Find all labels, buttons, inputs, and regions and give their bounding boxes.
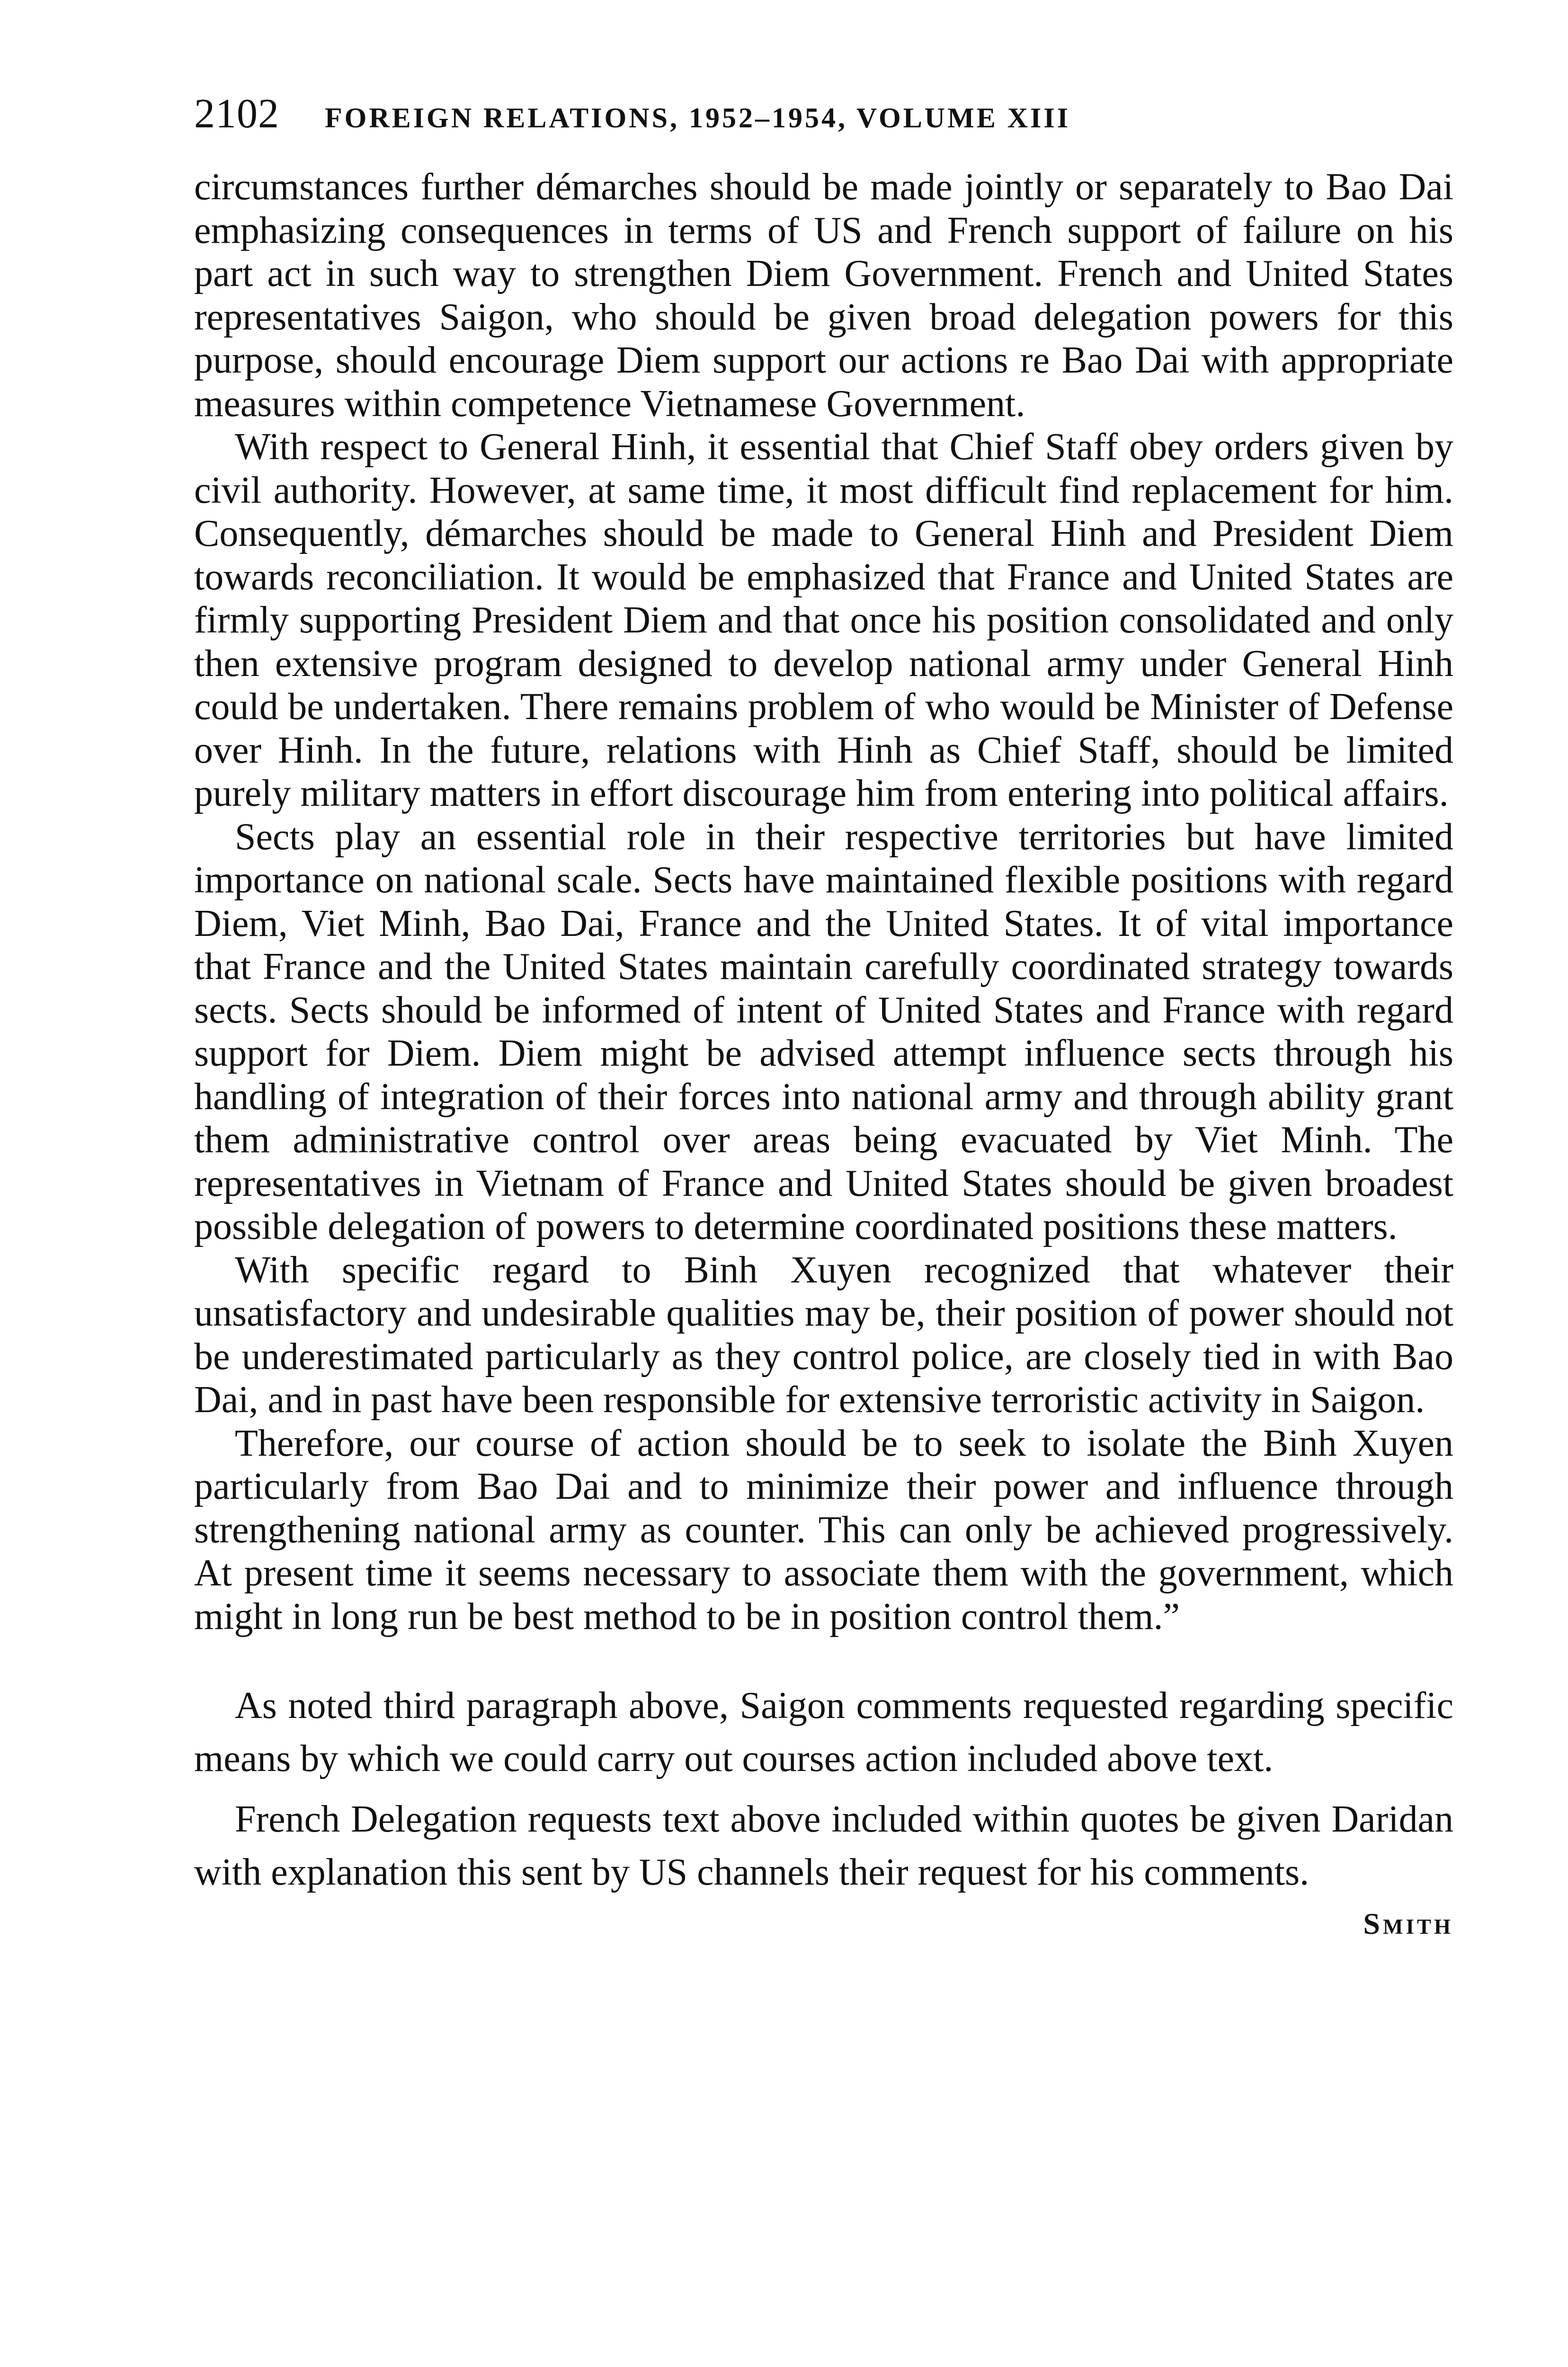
paragraph-saigon-comments: As noted third paragraph above, Saigon comments requested regarding specific means by which we could carry out courses action included above text. — [194, 1685, 1453, 1780]
running-head: FOREIGN RELATIONS, 1952–1954, VOLUME XIII — [325, 102, 1071, 133]
paragraph-sects: Sects play an essential role in their respective territories but have limited importance on national scale. Sects have maintained flexible positions with regard Diem, Viet Minh, Bao Dai, France and the United States. It of vital importance that France and the United States maintain carefully coordinated strategy towards sects. Sects should be informed of intent of United States and France with regard support for Diem. Diem might be advised attempt influence sects through his handling of integration of their forces into national army and through ability grant them administrative control over areas being evacuated by Viet Minh. The representatives in Vietnam of France and United States should be given broadest possible delegation of powers to determine coordinated positions these matters. — [194, 816, 1453, 1247]
paragraph-general-hinh: With respect to General Hinh, it essential that Chief Staff obey orders given by civil authority. However, at same time, it most difficult find replacement for him. Consequently, démarches should be made to General Hinh and President Diem towards reconciliation. It would be emphasized that France and United States are firmly supporting President Diem and that once his position consolidated and only then extensive program designed to develop national army under General Hinh could be undertaken. There remains problem of who would be Minister of Defense over Hinh. In the future, relations with Hinh as Chief Staff, should be limited purely military matters in effort discourage him from entering into political affairs. — [194, 426, 1453, 814]
paragraph-binh-xuyen: With specific regard to Binh Xuyen recognized that whatever their unsatisfactory and undesirable qualities may be, their position of power should not be underestimated particularly as they control police, are closely tied in with Bao Dai, and in past have been responsible for extensive terroristic activity in Saigon. — [194, 1249, 1453, 1421]
document-page — [194, 90, 1453, 2367]
paragraph-french-delegation: French Delegation requests text above included within quotes be given Daridan with explanation this sent by US channels their request for his comments. — [194, 1798, 1453, 1893]
paragraph-course-of-action: Therefore, our course of action should be to seek to isolate the Binh Xuyen particularly from Bao Dai and to minimize their power and influence through strengthening national army as counter. This can only be achieved progressively. At present time it seems necessary to associate them with the government, which might in long run be best method to be in position control them.” — [194, 1422, 1453, 1637]
page-number: 2102 — [194, 91, 279, 137]
signature: Smith — [1363, 1907, 1453, 1940]
quoted-telegram-text — [194, 166, 1453, 1638]
closing-text — [194, 1679, 1453, 1899]
paragraph-continuation: circumstances further démarches should be made jointly or separately to Bao Dai emphasizing consequences in terms of US and French support of failure on his part act in such way to strengthen Diem Government. French and United States representatives Saigon, who should be given broad delegation powers for this purpose, should encourage Diem support our actions re Bao Dai with appropriate measures within competence Vietnamese Government. — [194, 166, 1453, 425]
page-header — [194, 90, 1453, 142]
body-text — [194, 166, 1453, 1941]
